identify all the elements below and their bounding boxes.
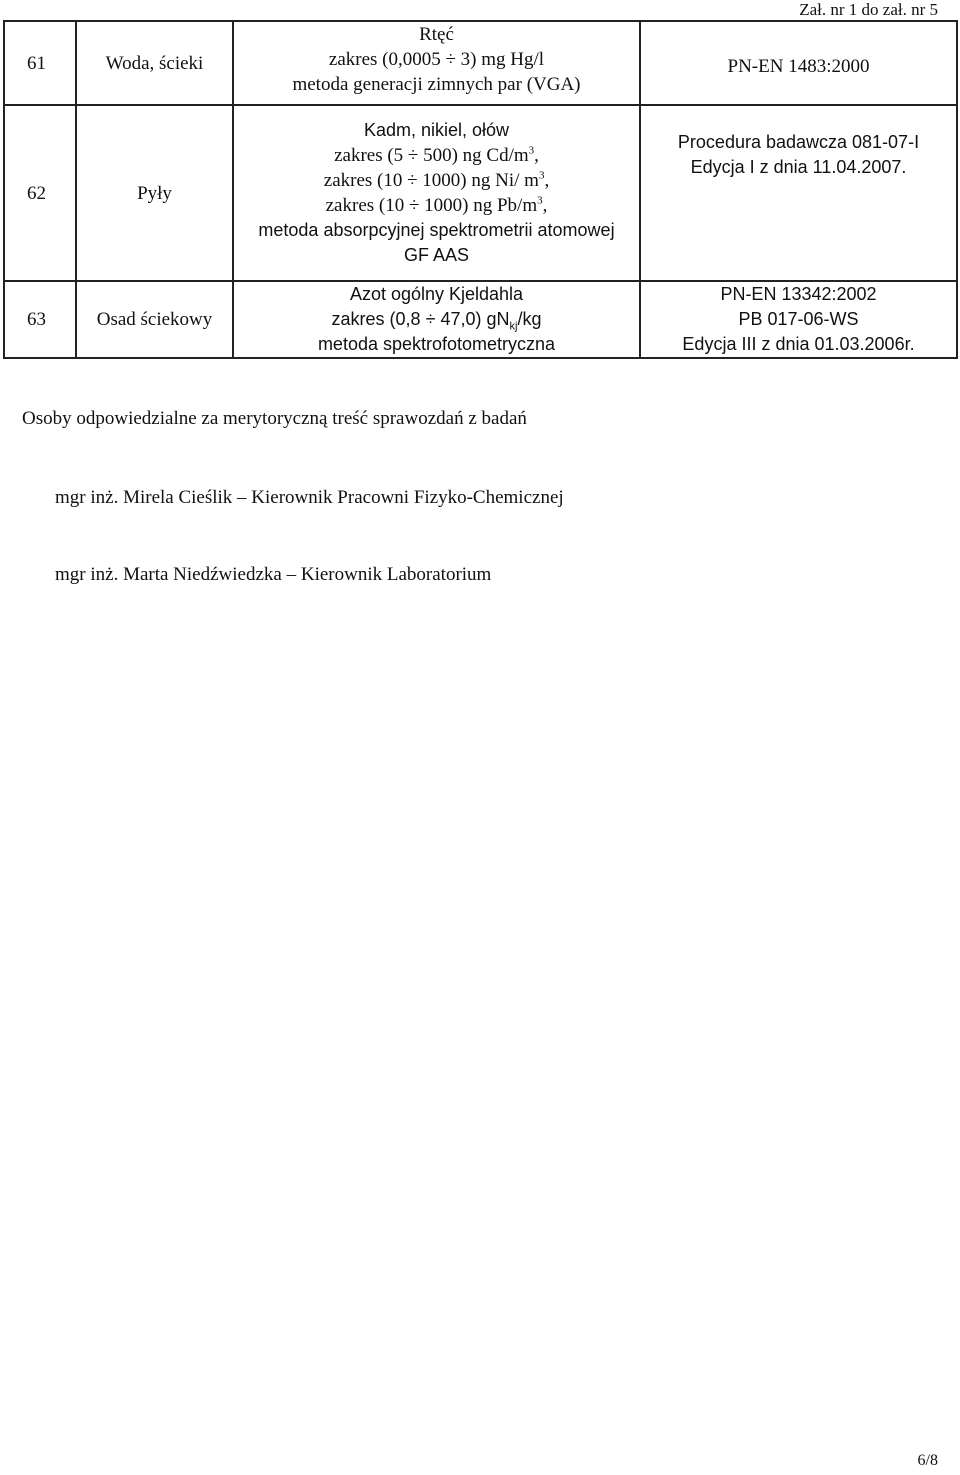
method-line: zakres (10 ÷ 1000) ng $Pb/m^3$,: [325, 194, 548, 216]
method-text: zakres (5 ÷ 500) ng Cd/m: [334, 145, 529, 166]
responsible-person: mgr inż. Marta Niedźwiedzka – Kierownik Laboratorium: [55, 564, 492, 585]
method-text: zakres (10 ÷ 1000) ng Pb/m: [325, 195, 538, 216]
row-standard: [640, 281, 957, 358]
method-line: metoda absorpcyjnej spektrometrii atomowej: [258, 220, 615, 240]
method-line: zakres (0,0005 ÷ 3) mg Hg/l: [328, 49, 545, 70]
row-standard: [640, 21, 957, 105]
row-method: [233, 105, 640, 281]
standard-line: PN-EN 13342:2002: [720, 284, 877, 304]
page-number: 6/8: [917, 1452, 938, 1469]
methods-table: [3, 20, 958, 359]
attachment-note: Zał. nr 1 do zał. nr 5: [799, 0, 938, 19]
standard-line: Edycja III z dnia 01.03.2006r.: [682, 334, 915, 354]
standard-line: Procedura badawcza 081-07-I: [677, 132, 920, 152]
superscript: 3: [528, 144, 535, 157]
table-row: [4, 21, 957, 105]
row-number: 61: [4, 21, 76, 105]
method-line: Azot ogólny Kjeldahla: [349, 284, 524, 304]
row-standard: [640, 105, 957, 281]
responsible-person: mgr inż. Mirela Cieślik – Kierownik Pracowni Fizyko-Chemicznej: [55, 487, 564, 508]
row-matrix: Osad ściekowy: [76, 281, 233, 358]
standard-line: PB 017-06-WS: [738, 309, 859, 329]
standard-line: PN-EN 1483:2000: [727, 55, 870, 77]
method-line: Rtęć: [419, 24, 454, 45]
subscript: kj: [509, 320, 518, 333]
row-matrix: Pyły: [76, 105, 233, 281]
responsible-heading: Osoby odpowiedzialne za merytoryczną treść sprawozdań z badań: [22, 408, 527, 429]
superscript: 3: [537, 194, 543, 207]
superscript: 3: [538, 169, 545, 182]
method-line: zakres (10 ÷ 1000) ng Ni/ $m^3$,: [323, 169, 550, 191]
method-text: zakres (0,8 ÷ 47,0) gN: [331, 309, 510, 329]
row-method: [233, 281, 640, 358]
method-line: metoda spektrofotometryczna: [317, 334, 556, 354]
row-method: [233, 21, 640, 105]
row-number: 63: [4, 281, 76, 358]
method-text: zakres (10 ÷ 1000) ng Ni/ m: [323, 170, 539, 191]
method-line: metoda generacji zimnych par (VGA): [292, 74, 581, 95]
method-line: [234, 307, 639, 332]
standard-line: Edycja I z dnia 11.04.2007.: [690, 157, 907, 177]
row-number: 62: [4, 105, 76, 281]
method-line: Kadm, nikiel, ołów: [363, 120, 510, 140]
table-row: [4, 281, 957, 358]
row-matrix: Woda, ścieki: [76, 21, 233, 105]
method-line: zakres (5 ÷ 500) ng $Cd/m^3$,: [334, 144, 539, 166]
method-line: GF AAS: [403, 245, 470, 265]
table-row: [4, 105, 957, 281]
method-text: /kg: [517, 309, 542, 329]
